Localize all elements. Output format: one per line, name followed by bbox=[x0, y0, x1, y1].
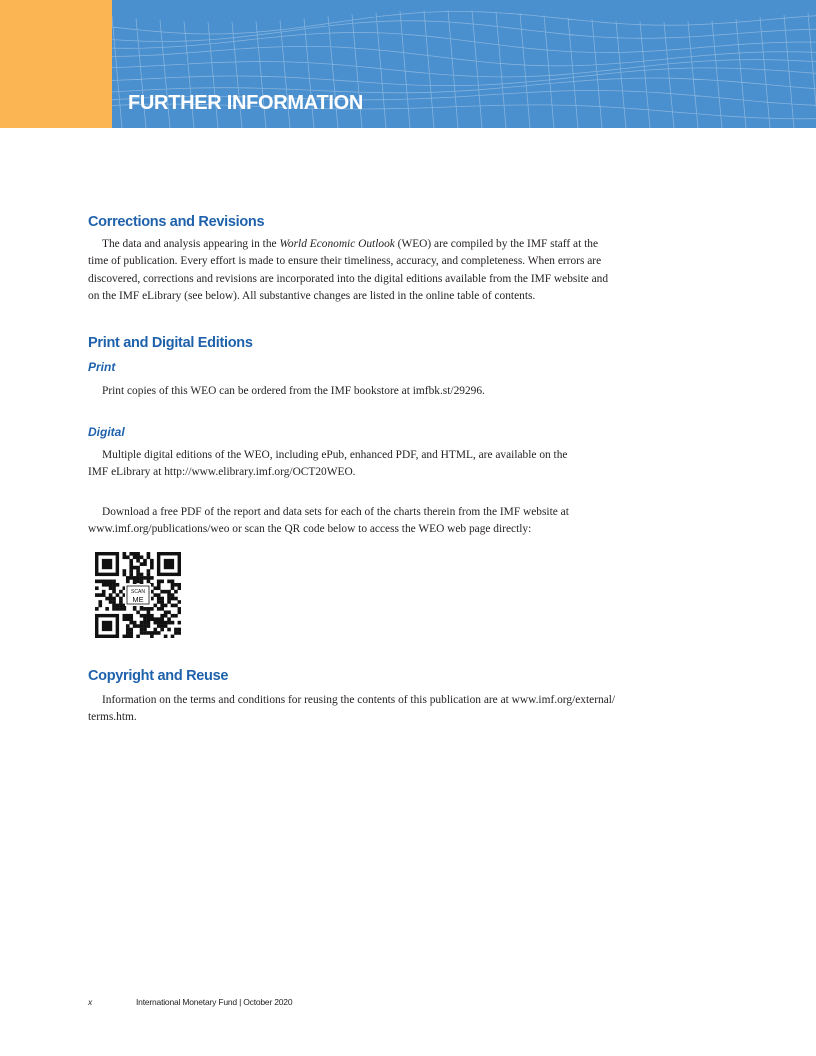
corrections-paragraph bbox=[88, 236, 688, 305]
qr-me-label: ME bbox=[132, 595, 144, 604]
page-number: x bbox=[88, 997, 93, 1007]
copyright-heading: Copyright and Reuse bbox=[88, 668, 229, 684]
copyright-line-2: terms.htm. bbox=[88, 711, 137, 724]
print-line: Print copies of this WEO can be ordered from the IMF bookstore at imfbk.st/29296. bbox=[102, 385, 485, 397]
banner-orange-block bbox=[0, 0, 112, 128]
copyright-line-1: Information on the terms and conditions for reusing the contents of this publication are at www.imf.org/external/ bbox=[102, 694, 616, 706]
weo-title-italic: World Economic Outlook bbox=[279, 238, 395, 250]
print-subheading: Print bbox=[88, 360, 116, 374]
corrections-line-3: discovered, corrections and revisions are incorporated into the digital editions available from the IMF website and bbox=[88, 272, 609, 285]
editions-heading: Print and Digital Editions bbox=[88, 335, 253, 351]
page-title: FURTHER INFORMATION bbox=[128, 92, 364, 114]
download-line-1: Download a free PDF of the report and data sets for each of the charts therein from the IMF website at bbox=[102, 506, 569, 518]
corrections-heading: Corrections and Revisions bbox=[88, 214, 265, 230]
digital-paragraph bbox=[88, 447, 688, 482]
footer-publisher: International Monetary Fund | October 2020 bbox=[136, 997, 293, 1007]
download-paragraph bbox=[88, 504, 688, 539]
digital-line-2: IMF eLibrary at http://www.elibrary.imf.org/OCT20WEO. bbox=[88, 466, 356, 479]
qr-scan-label: SCAN bbox=[131, 589, 145, 595]
digital-subheading: Digital bbox=[88, 425, 125, 439]
corrections-line-2: time of publication. Every effort is made to ensure their timeliness, accuracy, and completeness. When errors are bbox=[88, 255, 602, 268]
digital-line-1: Multiple digital editions of the WEO, including ePub, enhanced PDF, and HTML, are available on the bbox=[102, 449, 568, 461]
print-paragraph bbox=[88, 383, 688, 400]
download-line-2: www.imf.org/publications/weo or scan the QR code below to access the WEO web page directly: bbox=[88, 523, 532, 536]
corrections-line-4: on the IMF eLibrary (see below). All substantive changes are listed in the online table of contents. bbox=[88, 289, 536, 302]
copyright-paragraph bbox=[88, 692, 688, 727]
corrections-line-1: The data and analysis appearing in the World Economic Outlook (WEO) are compiled by the IMF staff at the bbox=[102, 238, 599, 250]
page-banner bbox=[0, 0, 816, 128]
weo-qr-code[interactable] bbox=[95, 552, 181, 638]
